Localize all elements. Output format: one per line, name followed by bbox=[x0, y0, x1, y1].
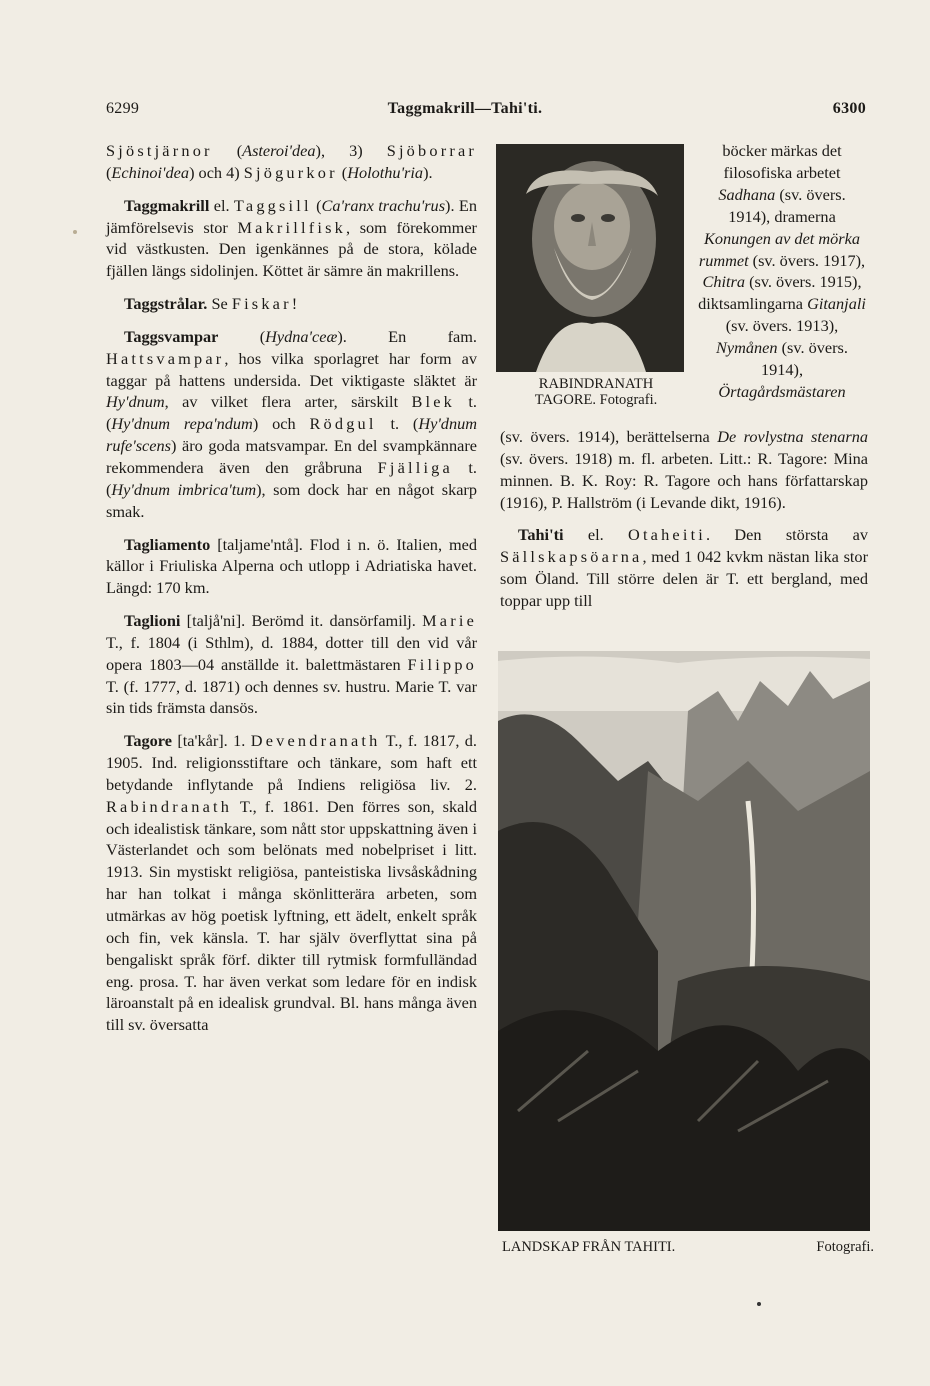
headword: Taggmakrill bbox=[124, 195, 210, 215]
running-title: Taggmakrill—Tahi'ti. bbox=[387, 100, 543, 117]
entry-taggstralar: Taggstrålar. Se Fiskar! bbox=[124, 294, 298, 314]
caption-credit: Fotografi. bbox=[816, 1239, 874, 1255]
entry-sjostjarnor-continuation: Sjöstjärnor (Asteroi'dea), 3) Sjöborrar (Echinoi'dea) och 4) Sjögurkor (Holothu'ria). bbox=[106, 141, 477, 182]
headword: Tagore bbox=[124, 731, 172, 751]
page-number-right: 6300 bbox=[832, 100, 866, 117]
entry-taglioni: Taglioni [taljå'ni]. Berömd it. dansörfamilj. Marie T., f. 1804 (i Sthlm), d. 1884, dotter till den vid vår opera 1803—04 anställde it. balettmästaren Filippo T. (f. 1777, d. 1871) och dennes sv. hustru. Marie T. var sin tids främsta dansös. bbox=[106, 611, 477, 718]
headword: Tagliamento bbox=[124, 534, 211, 554]
headword: Taggsvampar bbox=[124, 326, 219, 346]
left-column bbox=[106, 140, 477, 1047]
caption-line: RABINDRANATH bbox=[538, 376, 654, 392]
page-number-left: 6299 bbox=[106, 100, 140, 117]
entry-tagliamento: Tagliamento [taljame'ntå]. Flod i n. ö. Italien, med källor i Friuliska Alperna och utlopp i Adriatiska havet. Längd: 170 km. bbox=[106, 534, 477, 598]
caption-line: TAGORE. Fotografi. bbox=[534, 392, 658, 408]
right-column-narrow-text: böcker märkas det filosofiska arbetet Sadhana (sv. övers. 1914), dramerna Konungen av det mörka rummet (sv. övers. 1917), Chitra (sv. övers. 1915), diktsamlingarna Gitanjali (sv. övers. 1913), Nymånen (sv. övers. 1914), Örtagårdsmästaren bbox=[698, 141, 866, 401]
entry-taggsvampar: Taggsvampar (Hydna'ceæ). En fam. Hattsvampar, hos vilka sporlagret har form av taggar på hattens undersida. Det viktigaste släktet är Hy'dnum, av vilket flera arter, särskilt Blek t. (Hy'dnum repa'ndum) och Rödgul t. (Hy'dnum rufe'scens) äro goda matsvampar. En del svampkännare rekommendera även den gråbruna Fjälliga t. (Hy'dnum imbrica'tum), som dock har en något skarp smak. bbox=[106, 326, 477, 521]
headword: Taglioni bbox=[124, 611, 181, 631]
tahiti-landscape-photo bbox=[498, 651, 870, 1231]
headword: Taggstrålar. bbox=[124, 294, 208, 314]
tagore-caption bbox=[496, 376, 696, 408]
entry-taggmakrill: Taggmakrill el. Taggsill (Ca'ranx trachu'rus). En jämförelsevis stor Makrillfisk, som förekommer vid västkusten. Den igenkännes på de stora, kölade fjällen längs sidolinjen. Köttet är sämre än makrillens. bbox=[106, 195, 477, 281]
margin-mark bbox=[73, 230, 77, 234]
right-column-text bbox=[500, 426, 868, 623]
headword: Tahi'ti bbox=[518, 525, 564, 545]
entry-tahiti: Tahi'ti el. Otaheiti. Den största av Sällskapsöarna, med 1 042 kvkm nästan lika stor som Öland. Till större delen är T. ett bergland, med toppar upp till bbox=[500, 525, 868, 610]
print-dot bbox=[757, 1302, 761, 1306]
tagore-portrait-photo bbox=[496, 144, 684, 372]
entry-tagore: Tagore [ta'kår]. 1. Devendranath T., f. 1817, d. 1905. Ind. religionsstiftare och tänkare, som haft ett betydande inflytande på Indiens religiösa liv. 2. Rabindranath T., f. 1861. Den förres son, skald och idealistisk tänkare, som nått stor uppskattning även i Västerlandet och som belönats med nobelpriset i litt. 1913. Sin mystiskt religiösa, panteistiska livsåskådning har han tolkat i många skönlitterära arbeten, som utmärkas av hög poetisk lyftning, ett ädelt, enkelt språk och fin, vek känsla. T. har själv överflyttat sina på bengaliskt språk förf. dikter till rytmisk formfulländad eng. prosa. T. har även verkat som ledare för en indisk läroanstalt på en idealisk grundval. Bl. hans många även till sv. översatta bbox=[106, 731, 478, 1035]
caption-title: LANDSKAP FRÅN TAHITI. bbox=[502, 1239, 676, 1255]
entry-tagore-continuation: (sv. övers. 1914), berättelserna De rovlystna stenarna (sv. övers. 1918) m. fl. arbeten. Litt.: R. Tagore: Mina minnen. B. K. Roy: R. Tagore och hans författarskap (1916), P. Hallström (i Levande dikt, 1916). bbox=[500, 427, 868, 512]
